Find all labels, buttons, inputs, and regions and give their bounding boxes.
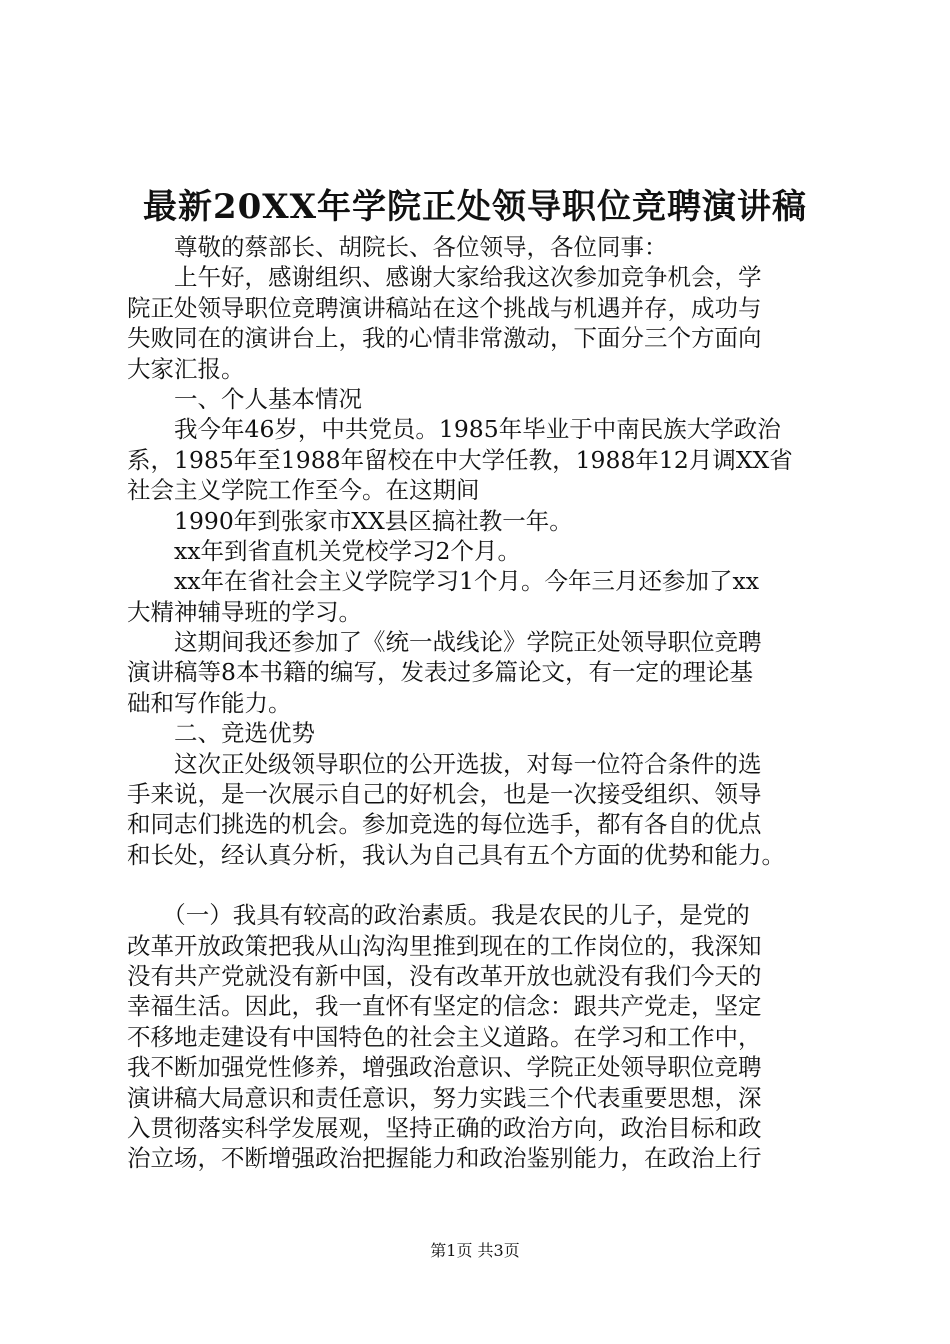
paragraph-line: 治立场，不断增强政治把握能力和政治鉴别能力，在政治上行	[127, 1144, 762, 1173]
paragraph-line: 大家汇报。	[127, 354, 245, 383]
paragraph-line: 这期间我还参加了《统一战线论》学院正处领导职位竞聘	[127, 628, 762, 657]
paragraph-line: 尊敬的蔡部长、胡院长、各位领导，各位同事：	[127, 233, 668, 261]
paragraph-line: 失败同在的演讲台上，我的心情非常激动，下面分三个方面向	[127, 324, 762, 353]
paragraph-line: 院正处领导职位竞聘演讲稿站在这个挑战与机遇并存，成功与	[127, 293, 762, 322]
paragraph-line: 和长处，经认真分析，我认为自己具有五个方面的优势和能力。	[127, 840, 785, 869]
paragraph-line: 和同志们挑选的机会。参加竞选的每位选手，都有各自的优点	[127, 810, 762, 839]
section-heading: 二、竞选优势	[127, 719, 315, 748]
document-title: 最新20XX年学院正处领导职位竞聘演讲稿	[142, 187, 808, 227]
page-number-footer: 第1页 共3页	[430, 1241, 520, 1260]
section-heading: 一、个人基本情况	[127, 384, 362, 413]
paragraph-line: 入贯彻落实科学发展观，坚持正确的政治方向，政治目标和政	[127, 1113, 762, 1142]
paragraph-line: （一）我具有较高的政治素质。我是农民的儿子，是党的	[127, 901, 750, 930]
paragraph-line: 1990年到张家市XX县区搞社教一年。	[127, 506, 573, 535]
paragraph-line: 大精神辅导班的学习。	[127, 597, 362, 626]
paragraph-line: 我不断加强党性修养，增强政治意识、学院正处领导职位竞聘	[127, 1053, 762, 1082]
paragraph-line: xx年到省直机关党校学习2个月。	[127, 536, 521, 565]
paragraph-line: 演讲稿等8本书籍的编写，发表过多篇论文，有一定的理论基	[127, 658, 753, 687]
paragraph-line: 系，1985年至1988年留校在中大学任教，1988年12月调XX省	[127, 445, 793, 474]
paragraph-line: 础和写作能力。	[127, 688, 292, 717]
paragraph-gap	[127, 870, 827, 900]
paragraph-line: xx年在省社会主义学院学习1个月。今年三月还参加了xx	[127, 567, 759, 596]
paragraph-line: 演讲稿大局意识和责任意识，努力实践三个代表重要思想，深	[127, 1083, 762, 1112]
paragraph-line: 这次正处级领导职位的公开选拔，对每一位符合条件的选	[127, 749, 762, 778]
paragraph-line: 幸福生活。因此，我一直怀有坚定的信念：跟共产党走，坚定	[127, 992, 762, 1021]
paragraph-line: 手来说，是一次展示自己的好机会，也是一次接受组织、领导	[127, 780, 762, 809]
paragraph-line: 没有共产党就没有新中国，没有改革开放也就没有我们今天的	[127, 961, 762, 990]
paragraph-line: 我今年46岁，中共党员。1985年毕业于中南民族大学政治	[127, 415, 781, 444]
paragraph-line: 社会主义学院工作至今。在这期间	[127, 476, 480, 505]
document-body	[127, 232, 827, 1174]
paragraph-line: 改革开放政策把我从山沟沟里推到现在的工作岗位的，我深知	[127, 931, 762, 960]
paragraph-line: 不移地走建设有中国特色的社会主义道路。在学习和工作中，	[127, 1022, 762, 1051]
paragraph-line: 上午好，感谢组织、感谢大家给我这次参加竞争机会，学	[127, 263, 762, 292]
